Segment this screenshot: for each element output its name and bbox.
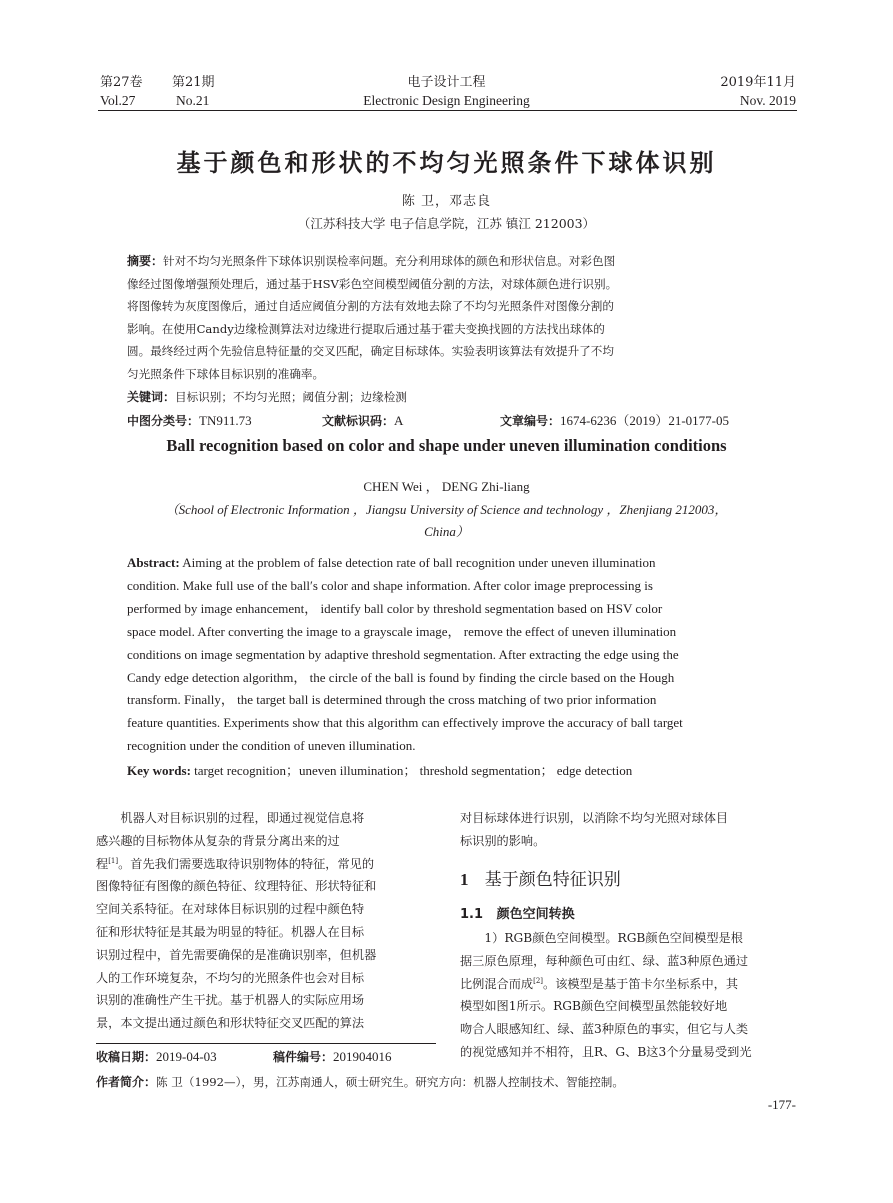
header-rule — [98, 110, 797, 111]
abstract-cn-line: 圆。最终经过两个先验信息特征量的交叉匹配，确定目标球体。实验表明该算法有效提升了不均 — [127, 344, 614, 358]
paragraph-line: 标识别的影响。 — [460, 833, 546, 848]
affiliation-cn: （江苏科技大学 电子信息学院，江苏 镇江 212003） — [297, 216, 596, 231]
keywords-cn-label: 关键词： — [127, 390, 176, 404]
paragraph-line: 感兴趣的目标物体从复杂的背景分离出来的过 — [96, 833, 340, 848]
paragraph-line: 据三原色原理，每种颜色可由红、绿、蓝3种原色通过 — [460, 953, 749, 968]
abstract-cn — [127, 250, 767, 385]
paragraph-line: 对目标球体进行识别，以消除不均匀光照对球体目 — [460, 811, 729, 825]
header-issue-cn: 第21期 — [172, 75, 215, 90]
header-date-cn: 2019年11月 — [720, 75, 796, 90]
header-journal-en: Electronic Design Engineering — [363, 93, 530, 108]
affiliation-en-line1: （School of Electronic Information ，Jiangsu University of Science and technology ，Zhenjiang 212003， — [165, 502, 728, 517]
abstract-cn-line: 影响。在使用Candy边缘检测算法对边缘进行提取后通过基于霍夫变换找圆的方法找出球体的 — [127, 321, 605, 336]
paper-title-en: Ball recognition based on color and shape under uneven illumination conditions — [166, 436, 727, 455]
abstract-cn-label: 摘要： — [127, 254, 164, 268]
abstract-cn-line: 匀光照条件下球体目标识别的准确率。 — [127, 366, 325, 381]
header-date-en: Nov. 2019 — [739, 93, 796, 108]
keywords-en-text: target recognition；uneven illumination； threshold segmentation； edge detection — [190, 763, 633, 778]
clc-number: 中图分类号：TN911.73 — [127, 413, 252, 428]
header-issue-en: No.21 — [176, 93, 210, 108]
abstract-en-label: Abstract: — [127, 555, 180, 570]
paragraph-line: 比例混合而成[2]。该模型是基于笛卡尔坐标系中，其 — [460, 976, 739, 991]
paragraph-line: 1）RGB颜色空间模型。RGB颜色空间模型是根 — [484, 931, 743, 945]
right-column-top — [460, 807, 800, 853]
paragraph-line: 人的工作环境复杂，不均匀的光照条件也会对目标 — [96, 970, 365, 985]
manuscript-number: 稿件编号：201904016 — [273, 1049, 392, 1064]
keywords-cn — [127, 387, 407, 407]
keywords-en-label: Key words: — [127, 763, 191, 778]
paragraph-line: 征和形状特征是其最为明显的特征。机器人在目标 — [96, 924, 365, 939]
affiliation-en-line2: China） — [424, 524, 469, 539]
paragraph-line: 空间关系特征。在对球体目标识别的过程中颜色特 — [96, 902, 365, 917]
authors-cn: 陈 卫，邓志良 — [401, 194, 492, 209]
header-journal-cn: 电子设计工程 — [407, 75, 486, 90]
document-code: 文献标识码：A — [322, 413, 404, 428]
received-date: 收稿日期：2019-04-03 — [96, 1049, 217, 1064]
paragraph-line: 程[1]。首先我们需要选取待识别物体的特征，常见的 — [96, 856, 375, 871]
paragraph-line: 景，本文提出通过颜色和形状特征交叉匹配的算法 — [96, 1016, 365, 1031]
paragraph-line: 图像特征有图像的颜色特征、纹理特征、形状特征和 — [96, 879, 377, 894]
subsection-1-1-heading: 1.1 颜色空间转换 — [460, 907, 575, 922]
paragraph-line: 的视觉感知并不相符，且R、G、B这3个分量易受到光 — [460, 1044, 752, 1059]
abstract-en: Abstract: Aiming at the problem of false detection rate of ball recognition under uneven illumination condition. Make full use of the ball′s color and shape information. After color image preprocessing is performed by image enhancement， identify ball color by threshold segmentation based on HSV color space model. After converting the image to a grayscale image， remove the effect of uneven illumination conditions on image segmentation by adaptive threshold segmentation. After extracting the edge using the Candy edge detection algorithm， the circle of the ball is found by finding the circle based on the Hough transform. Finally， the target ball is determined through the cross matching of two prior information feature quantities. Experiments show that this algorithm can effectively improve the accuracy of ball target recognition under the condition of uneven illumination. — [127, 555, 683, 754]
right-column-body — [460, 927, 800, 1064]
paragraph-line: 吻合人眼感知红、绿、蓝3种原色的事实，但它与人类 — [460, 1022, 749, 1037]
keywords-en — [127, 760, 632, 779]
author-bio: 作者简介：陈 卫（1992—），男，江苏南通人，硕士研究生。研究方向：机器人控制技术、智能控制。 — [96, 1075, 624, 1089]
authors-en: CHEN Wei ， DENG Zhi-liang — [363, 479, 530, 494]
paragraph-line: 识别过程中，首先需要确保的是准确识别率，但机器 — [96, 947, 377, 962]
abstract-cn-line: 像经过图像增强预处理后，通过基于HSV彩色空间模型阈值分割的方法，对球体颜色进行识别。 — [127, 276, 618, 291]
header-volume-cn: 第27卷 — [100, 75, 143, 90]
footnote-rule — [96, 1043, 436, 1044]
citation-2: [2] — [533, 976, 544, 985]
header-volume-en: Vol.27 — [100, 93, 136, 108]
paragraph-line: 机器人对目标识别的过程，即通过视觉信息将 — [120, 811, 365, 825]
section-1-heading: 1 基于颜色特征识别 — [460, 870, 621, 890]
paragraph-line: 模型如图1所示。RGB颜色空间模型虽然能较好地 — [460, 999, 728, 1014]
left-column — [96, 807, 436, 1035]
paper-title-cn: 基于颜色和形状的不均匀光照条件下球体识别 — [176, 148, 717, 177]
paragraph-line: 识别的准确性产生干扰。基于机器人的实际应用场 — [96, 993, 365, 1008]
page-number: -177- — [767, 1097, 796, 1112]
keywords-cn-text: 目标识别；不均匀光照；阈值分割；边缘检测 — [175, 390, 407, 404]
citation-1: [1] — [108, 856, 119, 865]
article-number: 文章编号：1674-6236（2019）21-0177-05 — [500, 413, 730, 428]
abstract-cn-line: 将图像转为灰度图像后，通过自适应阈值分割的方法有效地去除了不均匀光照条件对图像分割的 — [127, 299, 614, 313]
abstract-cn-line: 摘要：针对不均匀光照条件下球体识别误检率问题。充分利用球体的颜色和形状信息。对彩色图 — [127, 254, 616, 268]
